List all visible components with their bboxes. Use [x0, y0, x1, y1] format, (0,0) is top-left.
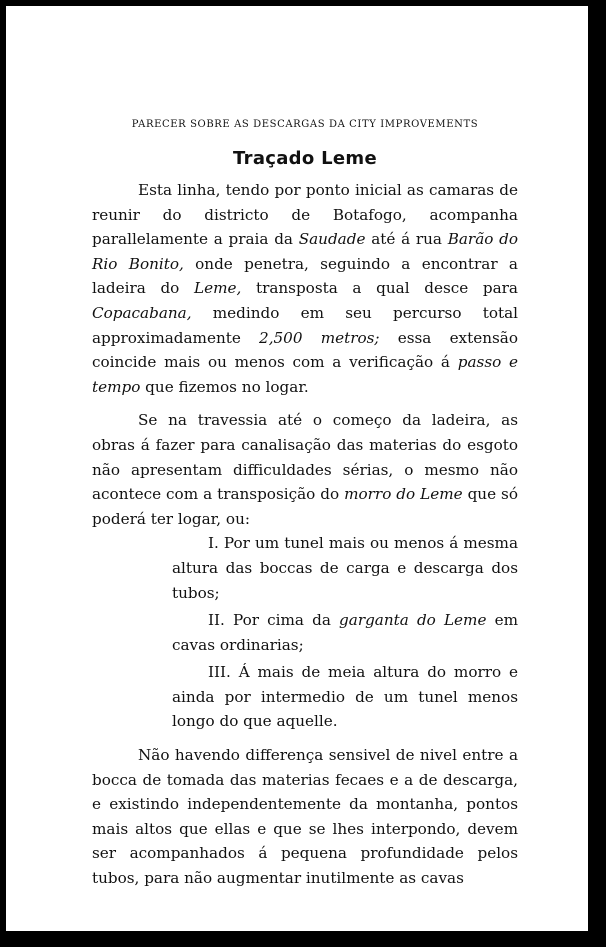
book-page [6, 6, 588, 931]
section-title: Traçado Leme [233, 148, 377, 169]
body-text [92, 178, 518, 891]
list-item-3: III. Á mais de meia altura do morro e ainda por intermedio de um tunel menos longo do que aquelle. [172, 663, 518, 731]
paragraph-1: Esta linha, tendo por ponto inicial as camaras de reunir do districto de Botafogo, acompanha parallelamente a praia da Saudade até á rua Barão do Rio Bonito, onde penetra, seguindo a encontrar a ladeira do Leme, transposta a qual desce para Copacabana, medindo em seu percurso total approximadamente 2,500 metros; essa extensão coincide mais ou menos com a verificação á passo e tempo que fizemos no logar. [92, 181, 518, 396]
paragraph-2: Se na travessia até o começo da ladeira, as obras á fazer para canalisação das materias do esgoto não apresentam difficuldades sérias, o mesmo não acontece com a transposição do morro do Leme que só poderá ter logar, ou: [92, 411, 518, 528]
paragraph-3: Não havendo differença sensivel de nivel entre a bocca de tomada das materias fecaes e a de descarga, e existindo independentemente da montanha, pontos mais altos que ellas e que se lhes interpondo, devem ser acompanhados á pequena profundidade pelos tubos, para não augmentar inutilmente as cavas [92, 746, 518, 888]
list-item-2: II. Por cima da garganta do Leme em cavas ordinarias; [172, 611, 518, 654]
options-list [92, 531, 518, 734]
list-item-1: I. Por um tunel mais ou menos á mesma altura das boccas de carga e descarga dos tubos; [172, 534, 518, 602]
running-head: PARECER SOBRE AS DESCARGAS DA CITY IMPROVEMENTS [131, 119, 479, 130]
